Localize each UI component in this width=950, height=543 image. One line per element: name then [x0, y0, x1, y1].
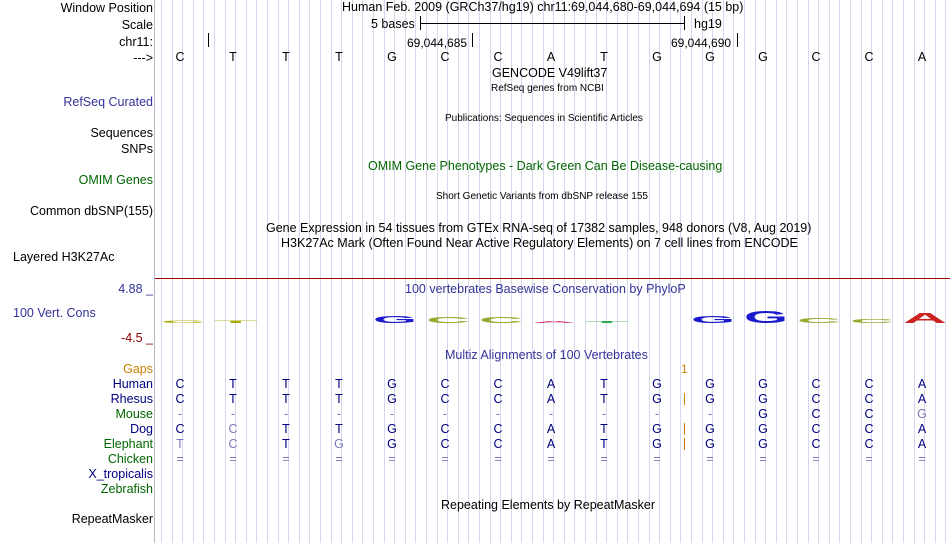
aligned-base: G	[387, 437, 397, 451]
aligned-base: -	[707, 407, 713, 421]
gridline	[797, 0, 798, 543]
gridline	[256, 0, 257, 543]
aligned-base: -	[389, 407, 395, 421]
aligned-base: -	[601, 407, 607, 421]
aligned-base: G	[705, 392, 715, 406]
reference-base: C	[175, 50, 185, 64]
aligned-base: =	[865, 452, 873, 466]
gridline	[309, 0, 310, 543]
scale-bar-text: 5 bases	[371, 17, 415, 31]
reference-base: T	[600, 50, 608, 64]
track-label-omim[interactable]: OMIM Genes	[78, 173, 153, 187]
track-label-snps[interactable]: SNPs	[121, 142, 153, 156]
track-label-dbsnp[interactable]: Common dbSNP(155)	[30, 204, 153, 218]
gridline	[246, 0, 247, 543]
aligned-base: T	[600, 437, 608, 451]
logo-letter: C	[426, 316, 470, 326]
aligned-base: T	[335, 422, 343, 436]
gridline	[935, 0, 936, 543]
gridline	[267, 0, 268, 543]
repeatmasker-track-description: Repeating Elements by RepeatMasker	[441, 498, 656, 512]
gridline	[776, 0, 777, 543]
logo-letter: C	[161, 320, 205, 324]
aligned-base: T	[229, 392, 237, 406]
aligned-base: G	[387, 392, 397, 406]
gridline	[680, 0, 681, 543]
aligned-base: A	[546, 377, 556, 391]
gridline	[352, 0, 353, 543]
species-label[interactable]: Chicken	[107, 452, 153, 466]
gridline	[193, 0, 194, 543]
aligned-base: =	[494, 452, 502, 466]
aligned-base: C	[440, 437, 450, 451]
aligned-base: =	[335, 452, 343, 466]
track-label-conservation[interactable]: 100 Vert. Cons	[13, 306, 96, 320]
aligned-base: =	[229, 452, 237, 466]
gencode-track-title[interactable]: GENCODE V49lift37	[492, 66, 608, 80]
aligned-base: C	[493, 392, 503, 406]
gridline	[903, 0, 904, 543]
aligned-base: G	[758, 407, 768, 421]
reference-base: A	[917, 50, 927, 64]
aligned-base: T	[282, 437, 290, 451]
gridline	[299, 0, 300, 543]
insertion-marker	[684, 393, 685, 405]
logo-letter: T	[214, 320, 260, 324]
gridline	[733, 0, 734, 543]
aligned-base: C	[175, 377, 185, 391]
gridline	[839, 0, 840, 543]
phylop-sequence-logo	[155, 296, 950, 336]
track-label-refseq[interactable]: RefSeq Curated	[63, 95, 153, 109]
reference-base: G	[705, 50, 715, 64]
aligned-base: G	[387, 377, 397, 391]
aligned-base: C	[811, 392, 821, 406]
track-divider	[155, 278, 950, 279]
reference-base: A	[546, 50, 556, 64]
aligned-base: G	[917, 407, 927, 421]
aligned-base: C	[811, 422, 821, 436]
gridline	[786, 0, 787, 543]
aligned-base: C	[811, 437, 821, 451]
track-label-h3k27ac[interactable]: Layered H3K27Ac	[13, 250, 115, 264]
species-label[interactable]: Zebrafish	[100, 482, 153, 496]
gridline	[691, 0, 692, 543]
aligned-base: C	[864, 407, 874, 421]
aligned-base: C	[864, 422, 874, 436]
gridline	[415, 0, 416, 543]
gridline	[670, 0, 671, 543]
gridline	[468, 0, 469, 543]
coordinate-label-1: 69,044,685	[407, 36, 468, 50]
omim-track-description: OMIM Gene Phenotypes - Dark Green Can Be Disease-causing	[368, 159, 723, 173]
reference-base: G	[652, 50, 662, 64]
aligned-base: C	[440, 377, 450, 391]
aligned-base: G	[652, 392, 662, 406]
window-position-label: Window Position	[60, 1, 153, 15]
aligned-base: =	[388, 452, 396, 466]
aligned-base: G	[652, 377, 662, 391]
aligned-base: A	[917, 392, 927, 406]
aligned-base: C	[493, 377, 503, 391]
aligned-base: A	[546, 422, 556, 436]
gridline	[161, 0, 162, 543]
gap-count-marker: 1	[681, 362, 688, 376]
gtex-track-description: Gene Expression in 54 tissues from GTEx RNA-seq of 17382 samples, 948 donors (V8, Aug 2019)	[266, 221, 812, 235]
aligned-base: T	[282, 377, 290, 391]
gridline	[723, 0, 724, 543]
species-label[interactable]: Human	[112, 377, 153, 391]
reference-base: T	[335, 50, 343, 64]
species-label[interactable]: X_tropicalis	[88, 467, 153, 481]
aligned-base: -	[230, 407, 236, 421]
reference-base: T	[229, 50, 237, 64]
aligned-base: -	[177, 407, 183, 421]
aligned-base: T	[335, 377, 343, 391]
coordinate-tick	[208, 33, 209, 47]
aligned-base: C	[493, 437, 503, 451]
aligned-base: C	[228, 422, 238, 436]
gridline	[458, 0, 459, 543]
gridline	[362, 0, 363, 543]
gridline	[479, 0, 480, 543]
aligned-base: A	[546, 437, 556, 451]
aligned-base: =	[653, 452, 661, 466]
logo-letter: G	[691, 314, 735, 326]
reference-base: T	[282, 50, 290, 64]
aligned-base: A	[917, 377, 927, 391]
aligned-base: C	[811, 407, 821, 421]
coordinate-label-2: 69,044,690	[671, 36, 732, 50]
reference-base: C	[440, 50, 450, 64]
aligned-base: T	[600, 422, 608, 436]
aligned-base: =	[759, 452, 767, 466]
track-label-column	[0, 0, 153, 543]
aligned-base: G	[387, 422, 397, 436]
aligned-base: =	[441, 452, 449, 466]
reference-base: G	[758, 50, 768, 64]
aligned-base: G	[758, 437, 768, 451]
aligned-base: =	[547, 452, 555, 466]
scale-assembly-label: hg19	[694, 17, 722, 31]
aligned-base: G	[758, 377, 768, 391]
aligned-base: C	[864, 377, 874, 391]
gridline	[320, 0, 321, 543]
scale-label: Scale	[121, 18, 153, 32]
reference-base: C	[864, 50, 874, 64]
coordinate-tick	[737, 33, 738, 47]
aligned-base: C	[493, 422, 503, 436]
gridline	[945, 0, 946, 543]
aligned-base: T	[282, 392, 290, 406]
aligned-base: G	[705, 422, 715, 436]
aligned-base: A	[917, 422, 927, 436]
aligned-base: C	[228, 437, 238, 451]
logo-letter: G	[744, 307, 788, 327]
aligned-base: -	[548, 407, 554, 421]
aligned-base: G	[652, 422, 662, 436]
gridline	[426, 0, 427, 543]
multiz-track-description: Multiz Alignments of 100 Vertebrates	[445, 348, 648, 362]
logo-letter: C	[479, 316, 523, 326]
refseq-track-description: RefSeq genes from NCBI	[491, 83, 604, 94]
aligned-base: C	[811, 377, 821, 391]
logo-letter: G	[373, 314, 417, 326]
aligned-base: =	[706, 452, 714, 466]
reference-base: G	[387, 50, 397, 64]
aligned-base: T	[335, 392, 343, 406]
aligned-base: A	[546, 392, 556, 406]
species-label[interactable]: Rhesus	[110, 392, 153, 406]
aligned-base: G	[705, 377, 715, 391]
aligned-base: C	[864, 392, 874, 406]
logo-letter: A	[903, 309, 948, 327]
aligned-base: -	[336, 407, 342, 421]
aligned-base: =	[176, 452, 184, 466]
gridline	[214, 0, 215, 543]
aligned-base: C	[440, 422, 450, 436]
species-label[interactable]: Elephant	[103, 437, 153, 451]
species-label[interactable]: Mouse	[115, 407, 153, 421]
scale-bar	[420, 16, 685, 30]
insertion-marker	[684, 438, 685, 450]
aligned-base: C	[440, 392, 450, 406]
gridline	[203, 0, 204, 543]
gridline	[373, 0, 374, 543]
aligned-base: =	[812, 452, 820, 466]
gridline	[638, 0, 639, 543]
gridline	[892, 0, 893, 543]
reference-base: C	[493, 50, 503, 64]
logo-letter: C	[797, 317, 842, 325]
aligned-base: T	[282, 422, 290, 436]
aligned-base: T	[176, 437, 184, 451]
h3k27ac-track-description: H3K27Ac Mark (Often Found Near Active Regulatory Elements) on 7 cell lines from ENCODE	[281, 236, 798, 250]
aligned-base: =	[918, 452, 926, 466]
aligned-base: C	[175, 422, 185, 436]
track-label-sequences[interactable]: Sequences	[90, 126, 153, 140]
phylop-min-label: -4.5 _	[121, 331, 153, 345]
aligned-base: G	[334, 437, 344, 451]
aligned-base: -	[442, 407, 448, 421]
aligned-base: A	[917, 437, 927, 451]
phylop-track-description: 100 vertebrates Basewise Conservation by PhyloP	[405, 282, 686, 296]
aligned-base: -	[283, 407, 289, 421]
aligned-base: -	[654, 407, 660, 421]
insertion-marker	[684, 423, 685, 435]
gridline	[850, 0, 851, 543]
coordinate-tick	[472, 33, 473, 47]
aligned-base: G	[758, 422, 768, 436]
reference-base: C	[811, 50, 821, 64]
aligned-base: =	[282, 452, 290, 466]
gridline	[882, 0, 883, 543]
gridline	[617, 0, 618, 543]
species-label[interactable]: Dog	[130, 422, 153, 436]
aligned-base: G	[652, 437, 662, 451]
aligned-base: G	[758, 392, 768, 406]
logo-letter: C	[850, 318, 896, 325]
aligned-base: -	[495, 407, 501, 421]
window-position-title: Human Feb. 2009 (GRCh37/hg19) chr11:69,044,680-69,044,694 (15 bp)	[342, 0, 744, 14]
gridline	[405, 0, 406, 543]
track-label-repeatmasker[interactable]: RepeatMasker	[71, 512, 153, 526]
gridline	[744, 0, 745, 543]
aligned-base: C	[175, 392, 185, 406]
gridline	[829, 0, 830, 543]
logo-letter: T	[585, 320, 631, 324]
aligned-base: T	[600, 392, 608, 406]
phylop-max-label: 4.88 _	[118, 282, 153, 296]
dbsnp-track-description: Short Genetic Variants from dbSNP release 155	[436, 191, 648, 202]
aligned-base: T	[600, 377, 608, 391]
aligned-base: =	[600, 452, 608, 466]
logo-letter: A	[532, 320, 576, 324]
aligned-base: C	[864, 437, 874, 451]
aligned-base: T	[229, 377, 237, 391]
publications-track-description: Publications: Sequences in Scientific Articles	[445, 113, 643, 124]
track-image-area[interactable]	[155, 0, 950, 543]
aligned-base: G	[705, 437, 715, 451]
track-label-gaps[interactable]: Gaps	[123, 362, 153, 376]
strand-arrow-label[interactable]: --->	[133, 51, 153, 65]
gridline	[627, 0, 628, 543]
chromosome-label: chr11:	[119, 35, 153, 49]
